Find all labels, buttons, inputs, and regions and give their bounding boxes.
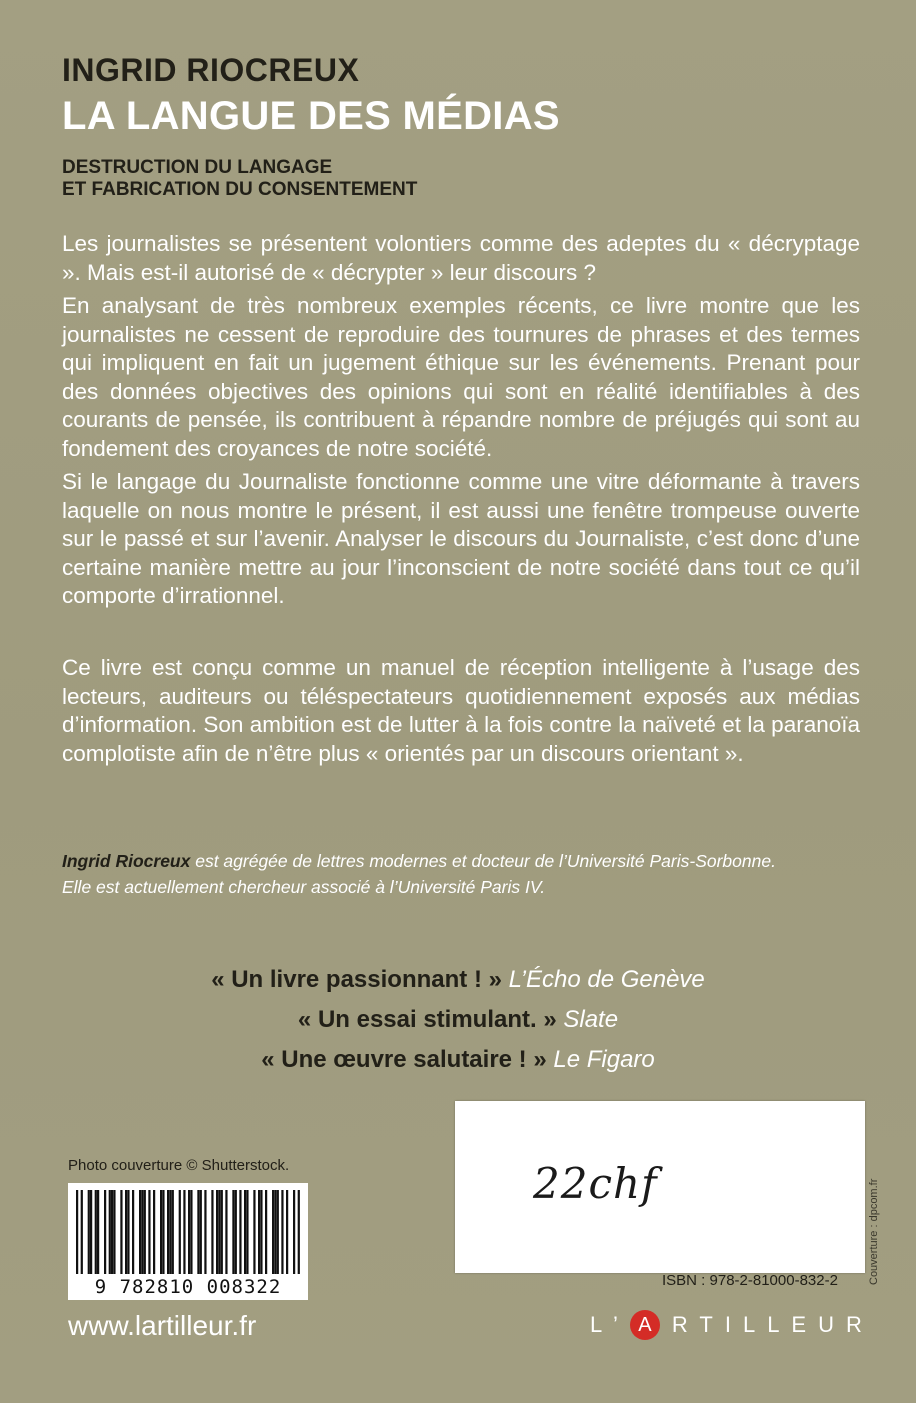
publisher-prefix: L’ [590, 1312, 630, 1337]
quote-text: « Une œuvre salutaire ! » [261, 1046, 547, 1073]
blurb-paragraph-4: Ce livre est conçu comme un manuel de réception intelligente à l’usage des lecteurs, auditeurs ou téléspectateurs quotidiennement exposés aux médias d’information. Son ambition est de lutter à la fois contre la naïveté et la paranoïa complotiste afin de n’être plus « orientés par un discours orientant ». [62, 655, 860, 766]
photo-credit: Photo couverture © Shutterstock. [68, 1157, 290, 1174]
press-quotes [0, 960, 916, 1080]
quote-source: L’Écho de Genève [508, 966, 705, 993]
quote-text: « Un essai stimulant. » [297, 1006, 557, 1033]
design-credit: Couverture : dpcom.fr [868, 1178, 880, 1285]
isbn: ISBN : 978-2-81000-832-2 [662, 1272, 838, 1289]
quote-source: Le Figaro [553, 1046, 655, 1073]
press-quote [0, 960, 916, 1000]
publisher-logo [590, 1310, 874, 1340]
quote-text: « Un livre passionnant ! » [211, 966, 502, 993]
press-quote [0, 1040, 916, 1080]
publisher-website: www.lartilleur.fr [68, 1310, 257, 1341]
book-title: LA LANGUE DES MÉDIAS [62, 94, 560, 138]
blurb-paragraph-3: Si le langage du Journaliste fonctionne comme une vitre déformante à travers laquelle on nous montre le présent, il est aussi une fenêtre trompeuse ouverte sur le passé et sur l’avenir. Analyser le discours du Journaliste, c’est donc d’une certaine manière mettre au jour l’inconscient de notre société dans tout ce qu’il comporte d’irrationnel. [62, 469, 860, 608]
publisher-name-rest: RTILLEUR [671, 1312, 874, 1337]
subtitle-line-2: ET FABRICATION DU CONSENTEMENT [62, 179, 418, 200]
author-bio [62, 848, 882, 900]
bio-author-name: Ingrid Riocreux [62, 851, 191, 871]
bio-line-1: est agrégée de lettres modernes et docteur de l’Université Paris-Sorbonne. [190, 851, 776, 871]
price-sticker [455, 1101, 865, 1273]
blurb-paragraph-1: Les journalistes se présentent volontiers comme des adeptes du « décryptage ». Mais est-il autorisé de « décrypter » leur discours ? [62, 231, 860, 285]
blurb-paragraph-2: En analysant de très nombreux exemples récents, ce livre montre que les journalistes ne cessent de reproduire des tournures de phrases et des termes qui impliquent en fait un jugement éthique sur les événements. Prenant pour des données objectives des opinions qui sont en réalité identifiables à des courants de pensée, ils contribuent à répandre nombre de préjugés qui sont au fondement des croyances de notre société. [62, 293, 860, 461]
quote-source: Slate [563, 1006, 619, 1033]
barcode-digits: 9 782810 008322 [94, 1276, 282, 1298]
book-subtitle [62, 157, 417, 201]
bio-line-2: Elle est actuellement chercheur associé à l’Université Paris IV. [62, 877, 546, 897]
handwritten-price: 22chf [533, 1159, 658, 1208]
press-quote [0, 1000, 916, 1040]
subtitle-line-1: DESTRUCTION DU LANGAGE [62, 157, 333, 178]
barcode-bars-icon [76, 1190, 300, 1276]
barcode [68, 1183, 308, 1300]
publisher-a-circle-icon: A [630, 1310, 660, 1340]
author-name: INGRID RIOCREUX [62, 52, 360, 88]
